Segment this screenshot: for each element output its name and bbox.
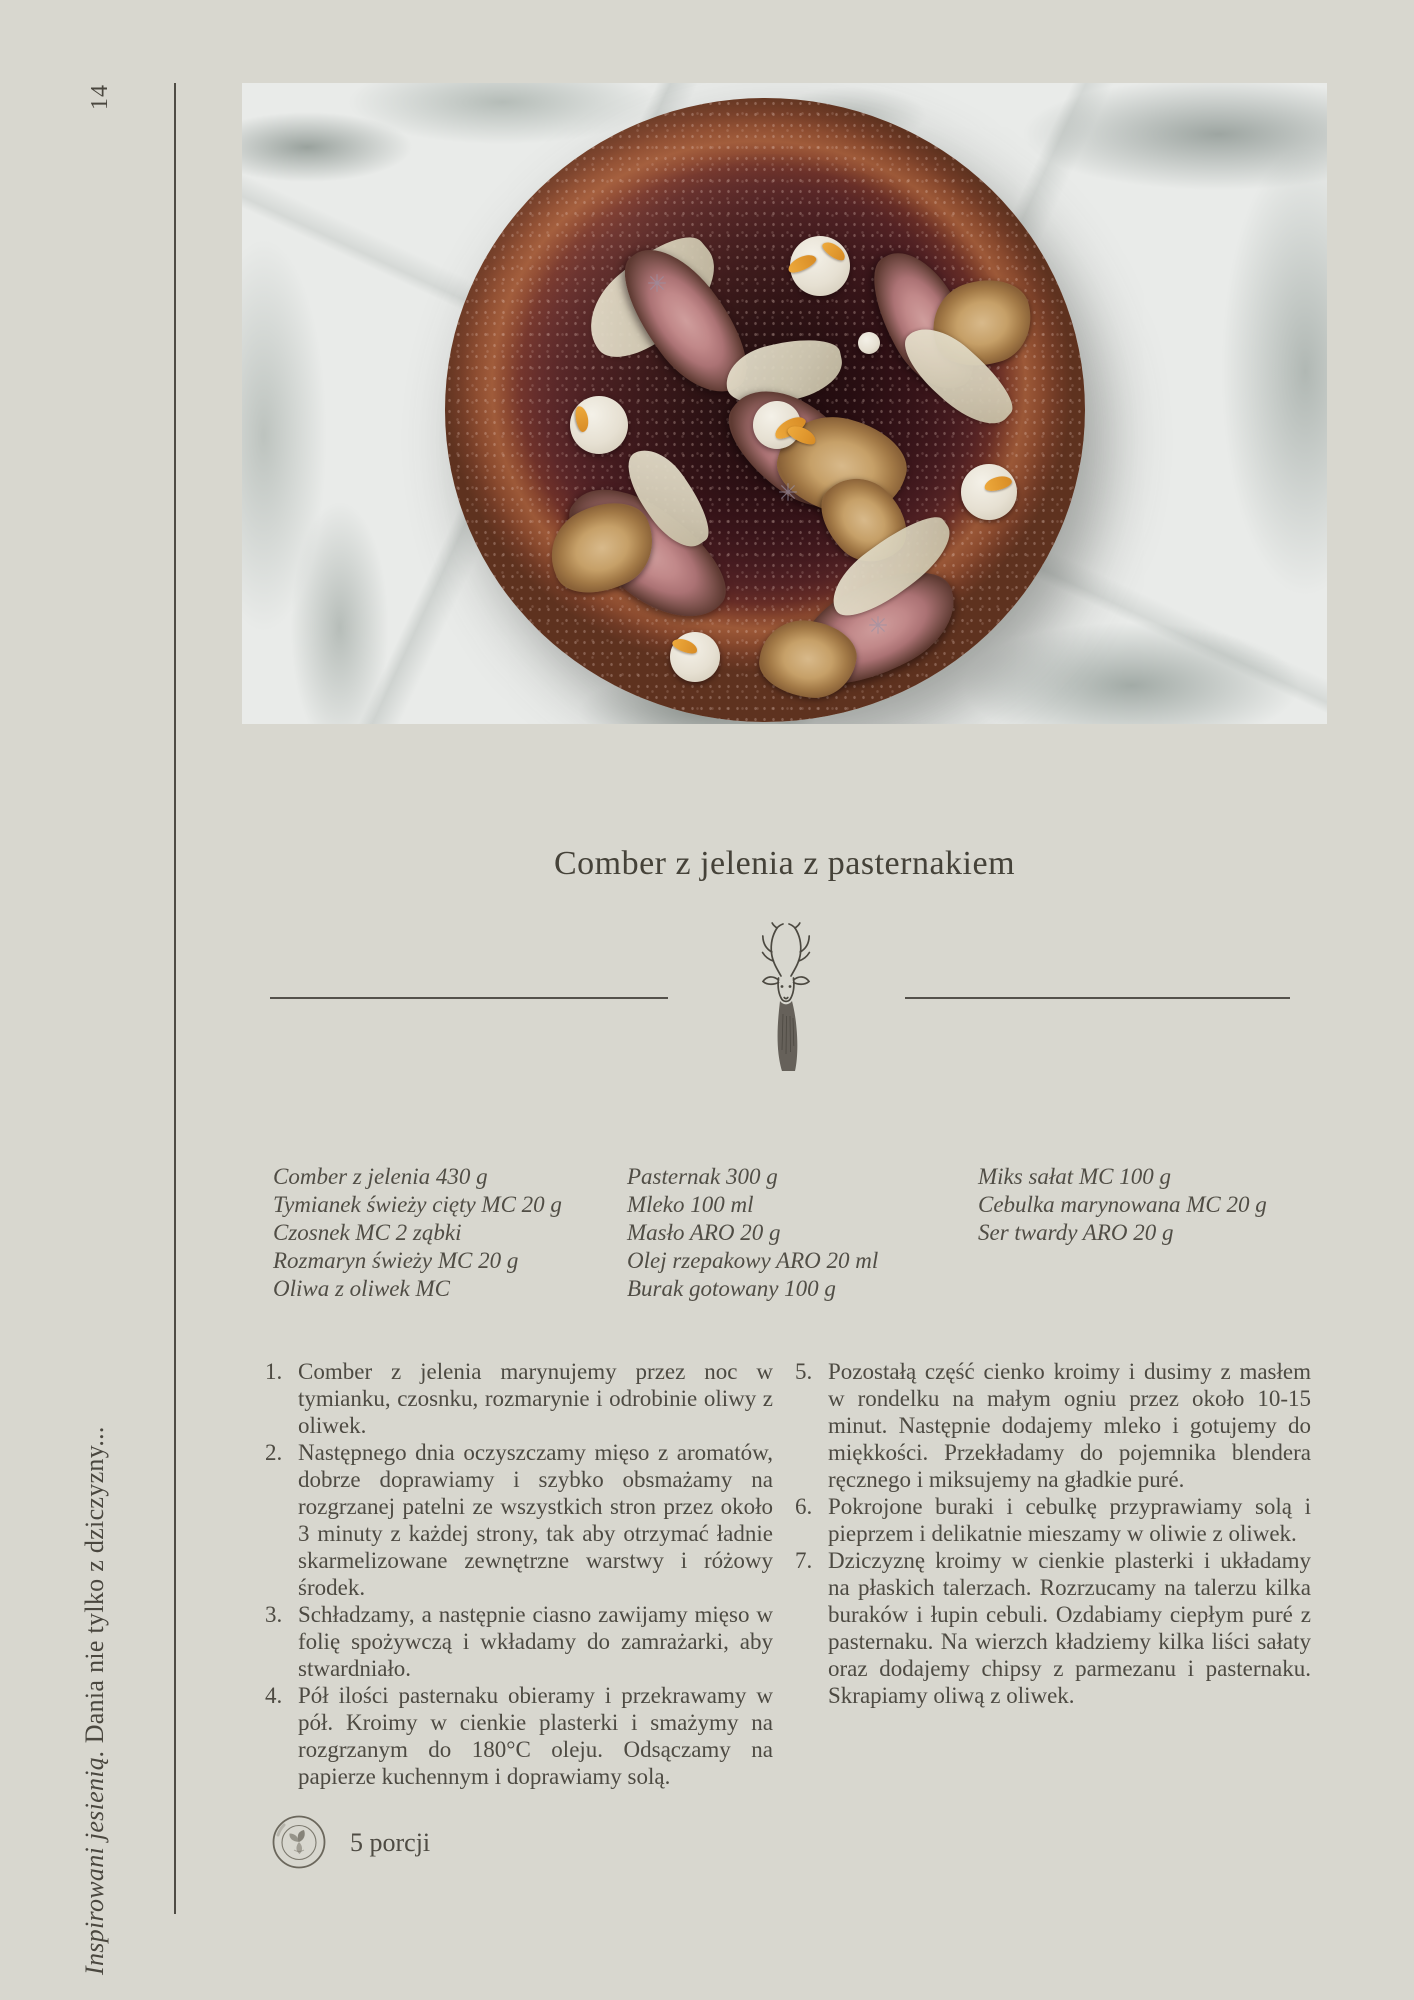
step-number: 4. [265, 1683, 283, 1708]
ingredient-item: Masło ARO 20 g [627, 1220, 781, 1245]
ingredient-column-3 [978, 1163, 1267, 1247]
step-text: Schładzamy, a następnie ciasno zawijamy mięso w folię spożywczą i wkładamy do zamrażarki, aby stwardniało. [298, 1602, 773, 1681]
cream-dollop [961, 464, 1017, 520]
ingredient-item: Comber z jelenia 430 g [273, 1164, 488, 1189]
left-vertical-rule [174, 83, 176, 1914]
ingredient-column-2 [627, 1163, 878, 1303]
step-item [795, 1547, 1311, 1709]
servings-plate-icon [270, 1813, 328, 1876]
recipe-photo [242, 83, 1327, 724]
side-caption-regular: Dania nie tylko z dziczyzny... [80, 1426, 109, 1751]
step-text: Comber z jelenia marynujemy przez noc w tymianku, czosnku, rozmarynie i odrobinie oliwy z oliwek. [298, 1359, 773, 1438]
step-number: 3. [265, 1602, 283, 1627]
recipe-title: Comber z jelenia z pasternakiem [553, 845, 1016, 882]
cream-dollop [858, 332, 880, 354]
ingredient-item: Mleko 100 ml [627, 1192, 754, 1217]
step-text: Dziczyznę kroimy w cienkie plasterki i układamy na płaskich talerzach. Rozrzucamy na talerzu kilka buraków i łupin cebuli. Ozdabiamy ciepłym puré z pasternaku. Na wierzch kładziemy kilka liści sałaty oraz dodajemy chipsy z parmezanu i pasternaku. Skrapiamy oliwą z oliwek. [828, 1548, 1311, 1708]
step-number: 5. [795, 1359, 813, 1384]
ingredient-item: Olej rzepakowy ARO 20 ml [627, 1248, 879, 1273]
page-number: 14 [87, 84, 113, 110]
step-item [795, 1358, 1311, 1493]
step-number: 7. [795, 1548, 813, 1573]
step-item [265, 1601, 773, 1682]
steps-column-left [265, 1358, 773, 1790]
divider-line-left [270, 997, 668, 999]
step-item [265, 1439, 773, 1601]
ingredient-item: Burak gotowany 100 g [627, 1276, 836, 1301]
ingredient-item: Czosnek MC 2 ząbki [273, 1220, 462, 1245]
step-item [795, 1493, 1311, 1547]
step-number: 1. [265, 1359, 283, 1384]
ingredient-item: Tymianek świeży cięty MC 20 g [273, 1192, 562, 1217]
step-text: Pół ilości pasternaku obieramy i przekrawamy w pół. Kroimy w cienkie plasterki i smażymy na rozgrzanym do 180°C oleju. Odsączamy na papierze kuchennym i doprawiamy solą. [298, 1683, 773, 1789]
ingredient-item: Oliwa z oliwek MC [273, 1276, 450, 1301]
servings-label: 5 porcji [350, 1827, 431, 1857]
deer-icon [740, 922, 832, 1077]
herb-sprig-icon [777, 481, 799, 508]
step-text: Pozostałą część cienko kroimy i dusimy z masłem w rondelku na małym ogniu przez około 10-15 minut. Następnie dodajemy mleko i gotujemy do miękkości. Przekładamy do pojemnika blendera ręcznego i miksujemy na gładkie puré. [828, 1359, 1311, 1492]
step-text: Następnego dnia oczyszczamy mięso z aromatów, dobrze doprawiamy i szybko obsmażamy na rozgrzanej patelni ze wszystkich stron przez około 3 minuty z każdej strony, tak aby otrzymać ładnie skarmelizowane zewnętrzne warstwy i różowy środek. [298, 1440, 773, 1600]
servings [242, 1813, 430, 1876]
steps-column-right [795, 1358, 1311, 1709]
ingredients-list [242, 1163, 1327, 1313]
ingredient-item: Rozmaryn świeży MC 20 g [273, 1248, 519, 1273]
herb-sprig-icon [646, 272, 668, 299]
step-number: 6. [795, 1494, 813, 1519]
ingredient-column-1 [273, 1163, 562, 1303]
step-item [265, 1358, 773, 1439]
ingredient-item: Pasternak 300 g [627, 1164, 778, 1189]
title-divider [242, 920, 1327, 1075]
herb-sprig-icon [867, 614, 889, 641]
step-number: 2. [265, 1440, 283, 1465]
ingredient-item: Cebulka marynowana MC 20 g [978, 1192, 1267, 1217]
ingredient-item: Ser twardy ARO 20 g [978, 1220, 1174, 1245]
step-item [265, 1682, 773, 1790]
divider-line-right [905, 997, 1290, 999]
ingredient-item: Miks sałat MC 100 g [978, 1164, 1171, 1189]
step-text: Pokrojone buraki i cebulkę przyprawiamy solą i pieprzem i delikatnie mieszamy w oliwie z oliwek. [828, 1494, 1311, 1546]
side-caption-italic: Inspirowani jesienią. [80, 1750, 109, 1975]
side-caption [80, 1426, 110, 1975]
